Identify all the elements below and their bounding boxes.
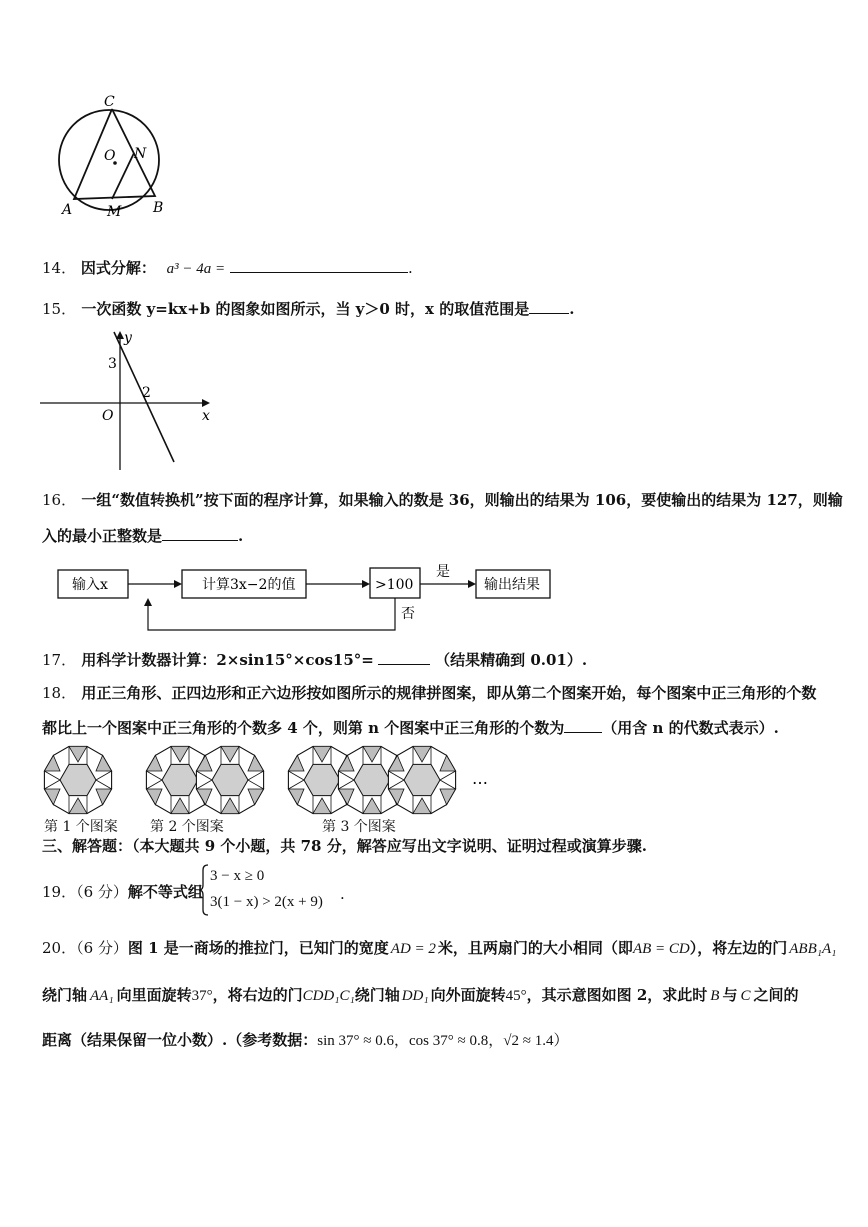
question-20-line2 xyxy=(42,985,799,1006)
question-number: 18． xyxy=(42,684,77,702)
question-text-cont: 入的最小正整数是 xyxy=(42,527,163,545)
inequality-1: 3 − x ≥ 0 xyxy=(210,868,265,884)
question-text: 用正三角形、正四边形和正六边形按如图所示的规律拼图案，即从第二个图案开始，每个图案中正三角形的个数 xyxy=(81,684,817,702)
question-20-line1 xyxy=(42,938,836,959)
compute-label: 计算3x−2的值 xyxy=(202,577,296,593)
loop-line xyxy=(148,598,395,630)
yes-label: 是 xyxy=(436,564,450,580)
label-o: O xyxy=(102,408,114,424)
math: AB = CD xyxy=(632,941,690,957)
pattern-2 xyxy=(146,746,263,813)
label-x: x xyxy=(202,408,210,424)
question-16-line1 xyxy=(42,490,843,510)
question-number: 15． xyxy=(42,300,77,318)
label-b: B xyxy=(153,200,164,216)
flowchart xyxy=(56,558,556,634)
math: C xyxy=(740,988,751,1004)
period: . xyxy=(569,300,575,318)
question-number: 14． xyxy=(42,259,77,277)
section-heading: 三、解答题：（本大题共 9 个小题，共 78 分，解答应写出文字说明、证明过程或演算步骤. xyxy=(42,837,647,855)
text: 与 xyxy=(722,986,738,1004)
text: 米，且两扇门的大小相同（即 xyxy=(437,939,633,957)
input-label: 输入x xyxy=(72,577,108,593)
arrowhead-2 xyxy=(362,580,370,588)
question-text: 一组“数值转换机”按下面的程序计算，如果输入的数是 36，则输出的结果为 106，要使输出的结果为 127，则输 xyxy=(81,491,843,509)
arrowhead-yes xyxy=(468,580,476,588)
answer-blank[interactable] xyxy=(162,524,238,541)
question-tail: （用含 n 的代数式表示）. xyxy=(602,719,779,737)
question-number: 20． xyxy=(42,939,77,957)
math: B xyxy=(710,988,720,1004)
question-number: 16． xyxy=(42,491,77,509)
text: 之间的 xyxy=(753,986,799,1004)
text: 图 1 是一商场的推拉门，已知门的宽度 xyxy=(127,939,389,957)
circle-triangle-figure xyxy=(52,92,172,218)
answer-blank[interactable] xyxy=(230,256,408,273)
inequality-2: 3(1 − x) > 2(x + 9) xyxy=(210,894,323,910)
caption-3: 第 3 个图案 xyxy=(322,819,396,835)
compare-label: >100 xyxy=(375,577,414,593)
math: 45° xyxy=(505,988,527,1004)
answer-blank[interactable] xyxy=(378,648,430,665)
math: AA₁ xyxy=(90,988,114,1004)
output-label: 输出结果 xyxy=(484,577,540,593)
period: . xyxy=(340,885,345,903)
pattern-3 xyxy=(288,746,455,813)
caption-1: 第 1 个图案 xyxy=(44,819,118,835)
question-text: 一次函数 y=kx+b 的图象如图所示，当 y＞0 时，x 的取值范围是 xyxy=(81,300,530,318)
question-20-line3 xyxy=(42,1030,568,1051)
math: √2 ≈ 1.4 xyxy=(503,1033,554,1049)
question-number: 19． xyxy=(42,883,77,901)
label-a: A xyxy=(62,202,73,218)
math: 37° xyxy=(191,988,213,1004)
math: sin 37° ≈ 0.6 xyxy=(317,1033,394,1049)
label-m: M xyxy=(107,204,122,218)
ellipsis: … xyxy=(472,769,488,788)
question-19 xyxy=(42,882,203,902)
score: （6 分） xyxy=(76,939,128,957)
question-15 xyxy=(42,297,574,319)
math: DD₁ xyxy=(401,988,429,1004)
text: ），将左边的门 xyxy=(689,939,788,957)
label-c: C xyxy=(104,94,115,110)
question-text: 因式分解： xyxy=(80,259,156,277)
question-text-cont: 都比上一个图案中正三角形的个数多 4 个，则第 n 个图案中正三角形的个数为 xyxy=(42,719,565,737)
text: ，其示意图如图 2，求此时 xyxy=(526,986,708,1004)
score: （6 分） xyxy=(76,883,128,901)
period: . xyxy=(407,259,413,277)
label-o: O xyxy=(104,148,116,164)
question-16-line2 xyxy=(42,524,243,546)
label-y: y xyxy=(124,330,132,346)
label-3: 3 xyxy=(108,356,117,372)
pattern-1 xyxy=(44,746,111,813)
text: 向外面旋转 xyxy=(430,986,506,1004)
answer-blank[interactable] xyxy=(564,716,602,733)
text: 距离（结果保留一位小数）.（参考数据： xyxy=(42,1031,318,1049)
answer-blank[interactable] xyxy=(529,297,569,314)
question-17 xyxy=(42,648,587,670)
question-tail: （结果精确到 0.01）. xyxy=(435,651,588,669)
expression: a³ − 4a = xyxy=(166,261,226,277)
text: 绕门轴 xyxy=(42,986,88,1004)
tiling-patterns xyxy=(40,742,500,822)
no-label: 否 xyxy=(401,606,415,622)
period: . xyxy=(238,527,244,545)
label-2: 2 xyxy=(142,385,151,401)
question-text: 用科学计数器计算：2×sin15°×cos15°= xyxy=(81,651,374,669)
text: ，将右边的门 xyxy=(212,986,303,1004)
text: 绕门轴 xyxy=(354,986,400,1004)
system-brace xyxy=(198,864,210,916)
text: ） xyxy=(553,1031,569,1049)
math: ABB₁A₁ xyxy=(789,941,837,957)
question-14 xyxy=(42,256,413,279)
question-number: 17． xyxy=(42,651,77,669)
text: ， xyxy=(393,1031,409,1049)
math: AD = 2 xyxy=(390,941,436,957)
arrowhead-1 xyxy=(174,580,182,588)
x-axis-arrow xyxy=(202,399,210,407)
text: ， xyxy=(488,1031,504,1049)
question-18-line1 xyxy=(42,683,816,703)
label-n: N xyxy=(134,146,147,162)
caption-2: 第 2 个图案 xyxy=(150,819,224,835)
question-text: 解不等式组 xyxy=(127,883,203,901)
linear-function-graph xyxy=(38,328,218,474)
loop-arrowhead xyxy=(144,598,152,606)
math: cos 37° ≈ 0.8 xyxy=(409,1033,489,1049)
text: 向里面旋转 xyxy=(116,986,192,1004)
question-18-line2 xyxy=(42,716,779,738)
math: CDD₁C₁ xyxy=(302,988,355,1004)
